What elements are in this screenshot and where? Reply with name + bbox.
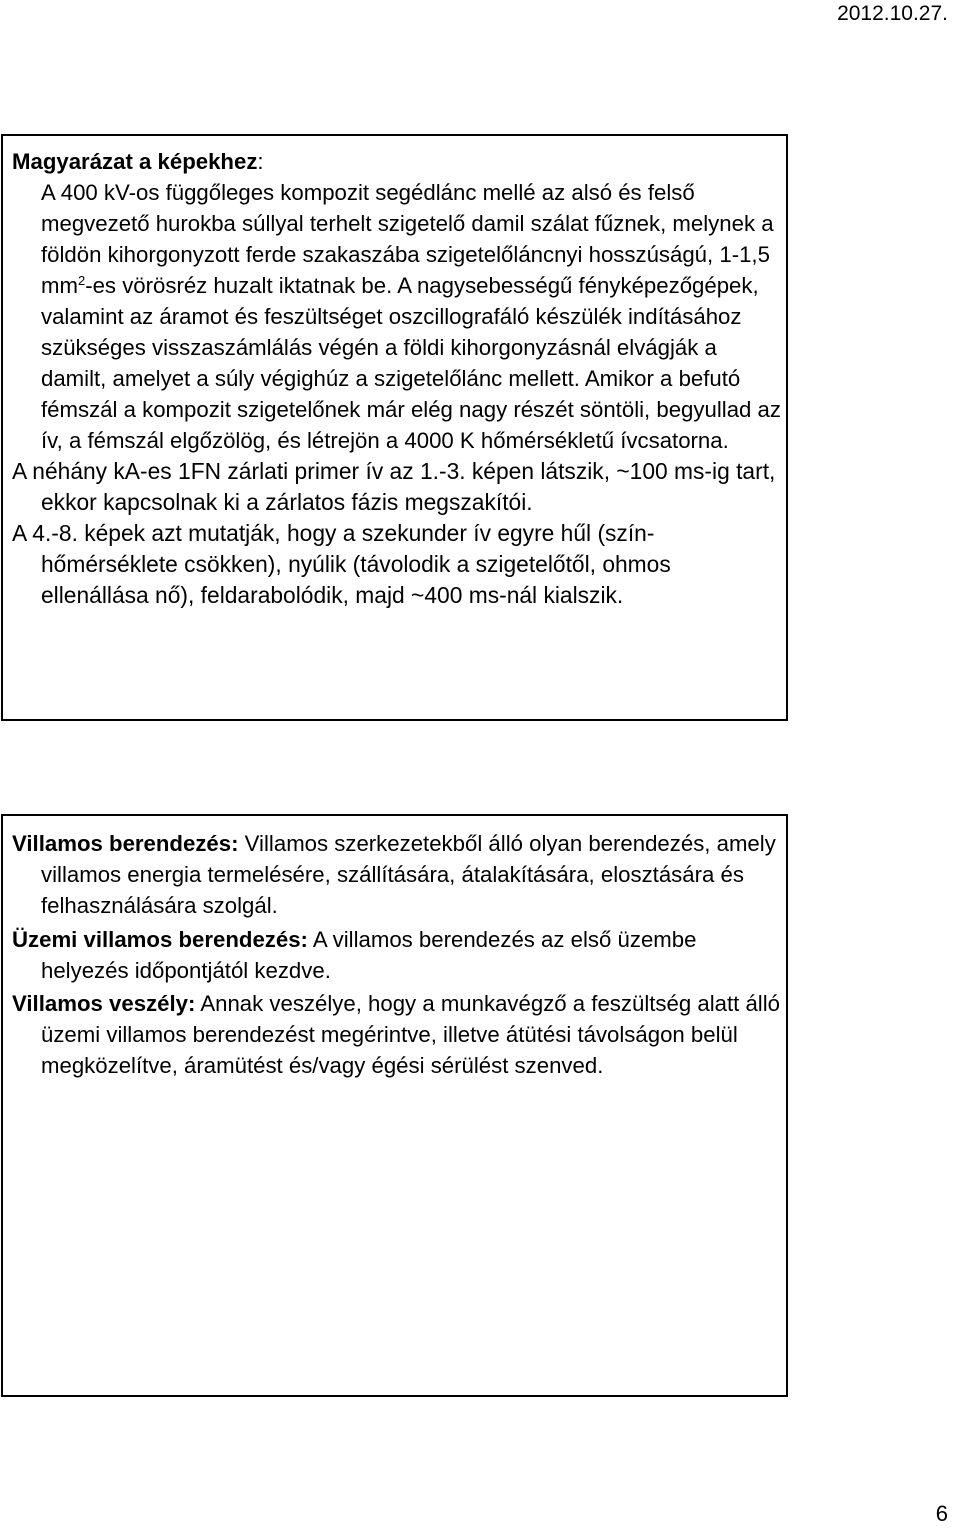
definition-item: [12, 988, 786, 1081]
explanation-paragraph-1: [12, 146, 781, 456]
definition-term: Villamos berendezés:: [12, 831, 239, 856]
definition-term: Üzemi villamos berendezés:: [12, 927, 308, 952]
page-number: 6: [935, 1501, 948, 1526]
definitions-box: [1, 814, 788, 1397]
superscript-2: 2: [77, 273, 86, 288]
explanation-paragraph-3: A 4.-8. képek azt mutatják, hogy a szekunder ív egyre hűl (szín-hőmérséklete csökken), nyúlik (távolodik a szigetelőtől, ohmos ellenállása nő), feldarabolódik, majd ~400 ms-nál kialszik.: [12, 520, 671, 608]
explanation-text-part-1: A 400 kV-os függőleges kompozit segédlánc mellé az alsó és felső megvezető hurokba súllyal terhelt szigetelő damil szálat fűznek, melynek a földön kihorgonyzott ferde szakaszába szigetelőláncnyi hosszúságú, 1-1,5 mm: [41, 180, 774, 298]
definition-text: Villamos szerkezetekből álló olyan berendezés, amely villamos energia termelésére, szállítására, átalakítására, elosztására és felhasználására szolgál.: [41, 831, 776, 918]
explanation-text-part-2: -es vörösréz huzalt iktatnak be. A nagysebességű fényképezőgépek, valamint az áramot és feszültséget oszcillografáló készülék indításához szükséges visszaszámlálás végén a földi kihorgonyzásnál elvágják a damilt, amelyet a súly végighúz a szigetelőlánc mellett. Amikor a befutó fémszál a kompozit szigetelőnek már elég nagy részét söntöli, begyullad az ív, a fémszál elgőzölög, és létrejön a 4000 K hőmérsékletű ívcsatorna.: [41, 273, 781, 453]
definition-text: A villamos berendezés az első üzembe helyezés időpontjától kezdve.: [41, 927, 697, 983]
definition-term: Villamos veszély:: [12, 991, 196, 1016]
definition-item: [12, 828, 786, 921]
definition-item: [12, 924, 786, 986]
explanation-paragraph-2: A néhány kA-es 1FN zárlati primer ív az 1.-3. képen látszik, ~100 ms-ig tart, ekkor kapcsolnak ki a zárlatos fázis megszakítói.: [12, 458, 776, 515]
explanation-title: Magyarázat a képekhez: [12, 149, 258, 174]
explanation-box: [1, 134, 788, 721]
explanation-title-suffix: :: [257, 149, 264, 174]
page-date: 2012.10.27.: [837, 2, 948, 25]
definition-text: Annak veszélye, hogy a munkavégző a feszültség alatt álló üzemi villamos berendezést megérintve, illetve átütési távolságon belül megközelítve, áramütést és/vagy égési sérülést szenved.: [41, 991, 780, 1078]
